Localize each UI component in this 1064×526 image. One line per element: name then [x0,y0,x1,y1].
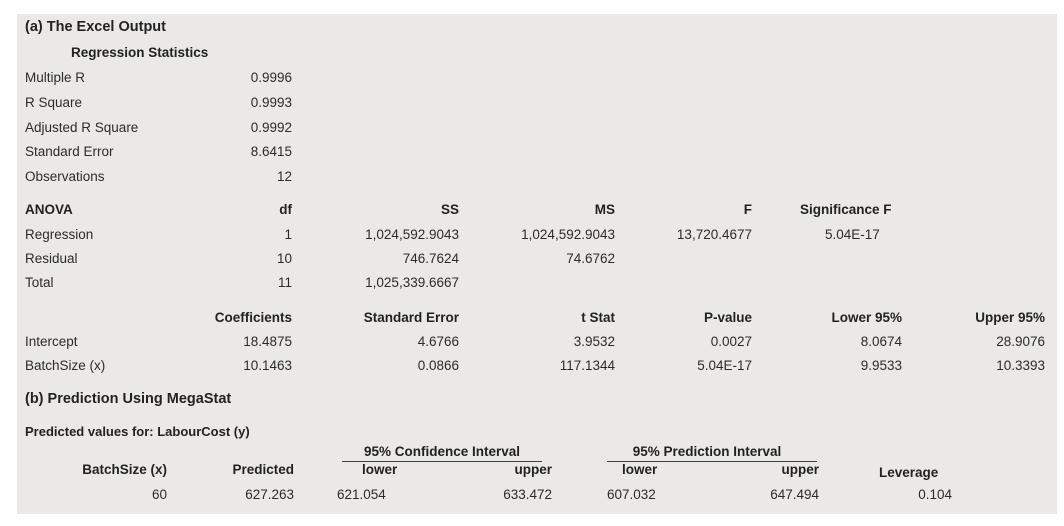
coef-p-value: 0.0027 [710,334,752,349]
pred-leverage-value: 0.104 [918,487,952,502]
col-header-leverage: Leverage [879,465,939,480]
anova-source: Residual [25,251,78,266]
coef-t-stat: 117.1344 [559,358,615,373]
coef-standard-error: 4.6766 [417,334,459,349]
anova-f: 13,720.4677 [676,227,752,242]
col-header-pi-upper: upper [781,462,819,477]
col-header-ci-lower: lower [362,462,398,477]
pred-pi-upper-value: 647.494 [770,487,819,502]
coef-lower-95: 8.0674 [860,334,902,349]
coef-row-label: Intercept [25,334,78,349]
confidence-interval-header: 95% Confidence Interval [363,444,521,459]
anova-header: df [279,202,292,217]
coef-header: Standard Error [363,310,459,325]
stat-label: R Square [25,95,83,110]
section-a-title: (a) The Excel Output [25,19,166,35]
anova-ms: 1,024,592.9043 [521,227,615,242]
anova-ss: 1,024,592.9043 [365,227,459,242]
coef-value: 18.4875 [243,334,292,349]
stat-label: Adjusted R Square [25,120,139,135]
anova-header: MS [594,202,615,217]
prediction-interval-header: 95% Prediction Interval [632,444,782,459]
coef-header: P-value [703,310,752,325]
col-header-batchsize: BatchSize (x) [82,462,167,477]
coef-value: 10.1463 [243,358,292,373]
anova-ms: 74.6762 [566,251,615,266]
anova-df: 11 [277,275,292,290]
stat-value: 0.9992 [250,120,292,135]
stat-value: 12 [276,169,292,184]
stat-label: Standard Error [25,144,114,159]
section-b-title: (b) Prediction Using MegaStat [25,391,232,407]
stat-value: 0.9993 [250,95,292,110]
anova-df: 10 [276,251,292,266]
anova-source: Regression [25,227,94,242]
anova-significance-f: 5.04E-17 [825,227,880,242]
anova-ss: 1,025,339.6667 [365,275,459,290]
pred-pi-lower-value: 607.032 [607,487,656,502]
pred-predicted-value: 627.263 [245,487,294,502]
coef-p-value: 5.04E-17 [697,358,752,373]
stat-label: Multiple R [25,70,86,85]
anova-df: 1 [284,227,292,242]
coef-header: Lower 95% [831,310,902,325]
coef-header: t Stat [581,310,615,325]
coef-lower-95: 9.9533 [860,358,902,373]
pred-ci-upper-value: 633.472 [503,487,552,502]
pred-batchsize-value: 60 [151,487,167,502]
col-header-predicted: Predicted [232,462,294,477]
predicted-values-subtitle: Predicted values for: LabourCost (y) [25,424,250,439]
regression-statistics-header: Regression Statistics [71,45,209,60]
anova-header: ANOVA [25,202,73,217]
anova-header: SS [440,202,459,217]
coef-standard-error: 0.0866 [417,358,459,373]
pred-ci-lower-value: 621.054 [337,487,386,502]
coef-row-label: BatchSize (x) [25,358,106,373]
coef-header: Coefficients [214,310,292,325]
coef-t-stat: 3.9532 [573,334,615,349]
regression-output-page [17,14,1057,514]
coef-upper-95: 10.3393 [996,358,1045,373]
stat-value: 0.9996 [250,70,292,85]
coef-header: Upper 95% [975,310,1045,325]
stat-label: Observations [25,169,105,184]
col-header-ci-upper: upper [514,462,552,477]
coef-upper-95: 28.9076 [996,334,1045,349]
anova-source: Total [25,275,54,290]
stat-value: 8.6415 [250,144,292,159]
anova-ss: 746.7624 [402,251,459,266]
anova-header: F [743,202,752,217]
col-header-pi-lower: lower [622,462,658,477]
anova-header: Significance F [800,202,892,217]
